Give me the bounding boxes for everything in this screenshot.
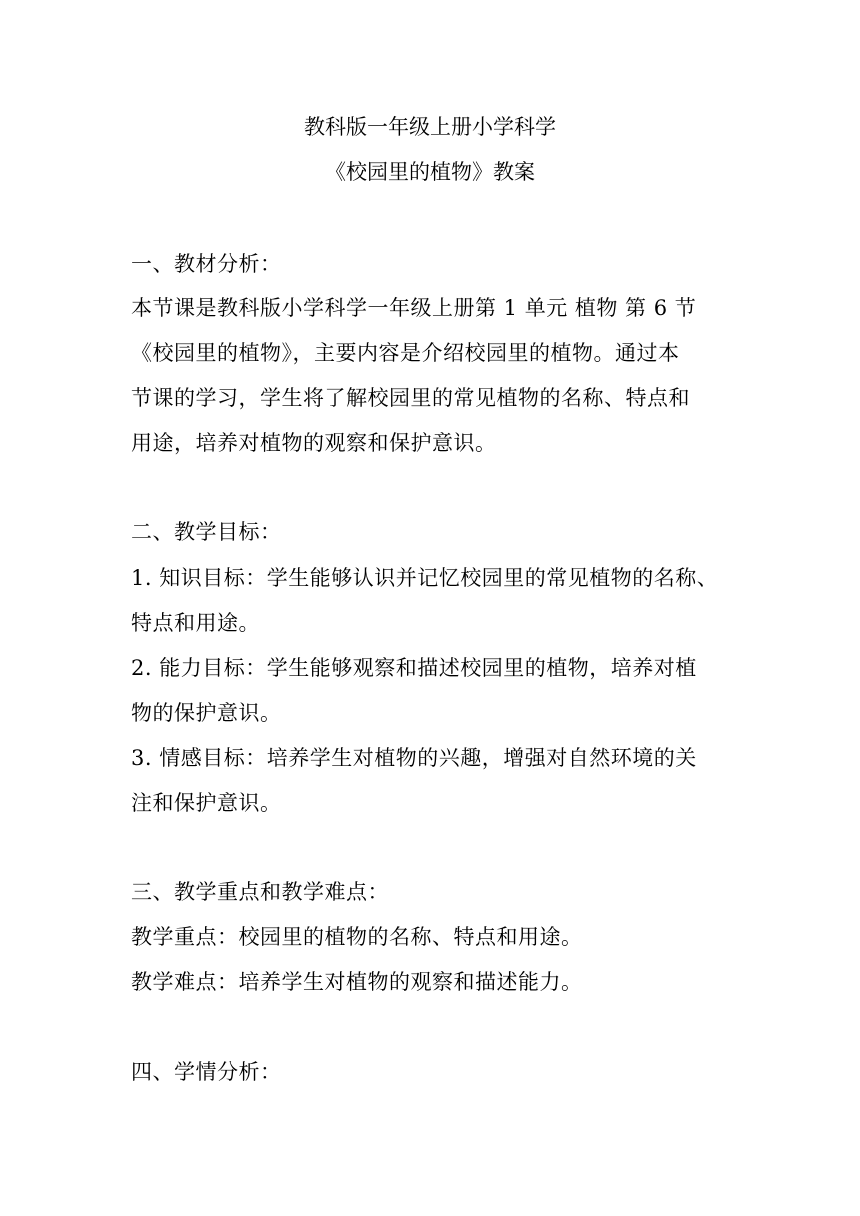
paragraph-line: 特点和用途。 [131, 611, 260, 635]
paragraph-line: 教学难点：培养学生对植物的观察和描述能力。 [131, 970, 583, 994]
paragraph-line: 节课的学习，学生将了解校园里的常见植物的名称、特点和 [131, 386, 690, 410]
paragraph-line: 1. 知识目标：学生能够认识并记忆校园里的常见植物的名称、 [131, 566, 719, 590]
paragraph-line: 《校园里的植物》，主要内容是介绍校园里的植物。通过本 [131, 341, 680, 365]
section-heading-textbook-analysis: 一、教材分析： [131, 252, 282, 276]
paragraph-line: 物的保护意识。 [131, 701, 282, 725]
document-title: 教科版一年级上册小学科学 [304, 115, 556, 139]
section-heading-student-analysis: 四、学情分析： [131, 1060, 282, 1084]
paragraph-line: 教学重点：校园里的植物的名称、特点和用途。 [131, 925, 583, 949]
paragraph-line: 本节课是教科版小学科学一年级上册第 1 单元 植物 第 6 节 [131, 296, 697, 320]
section-heading-teaching-goals: 二、教学目标： [131, 520, 282, 544]
section-heading-key-points: 三、教学重点和教学难点： [131, 880, 389, 904]
document-subtitle: 《校园里的植物》教案 [325, 160, 535, 184]
paragraph-line: 注和保护意识。 [131, 791, 282, 815]
paragraph-line: 2. 能力目标：学生能够观察和描述校园里的植物，培养对植 [131, 656, 697, 680]
paragraph-line: 用途，培养对植物的观察和保护意识。 [131, 431, 497, 455]
paragraph-line: 3. 情感目标：培养学生对植物的兴趣，增强对自然环境的关 [131, 746, 697, 770]
